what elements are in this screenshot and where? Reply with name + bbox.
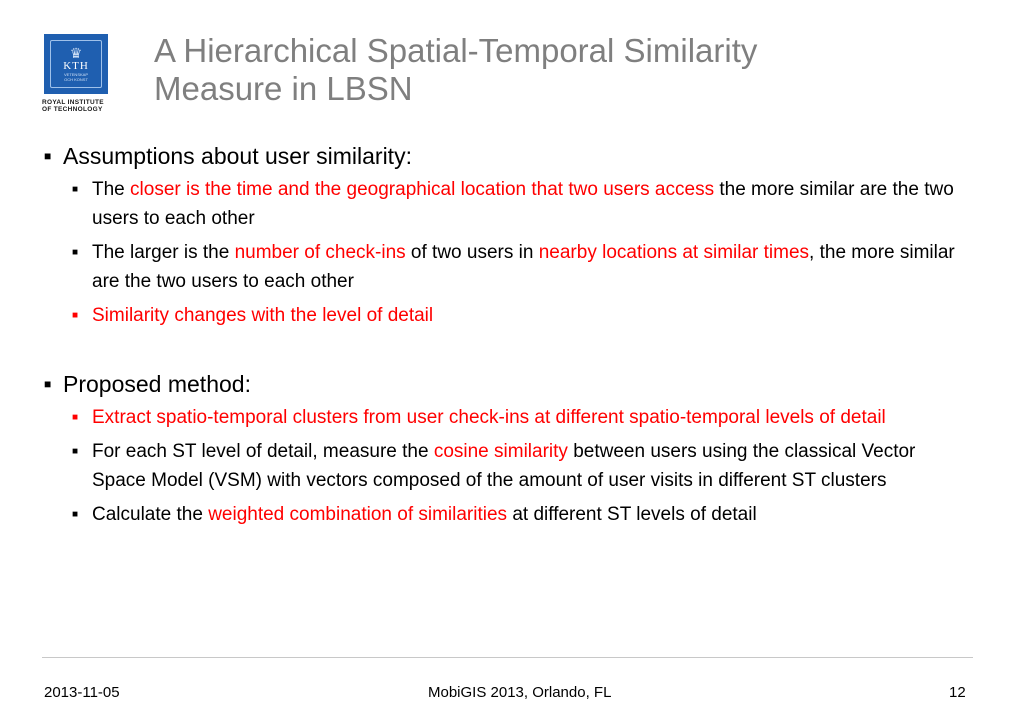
square-bullet-icon: ■: [72, 247, 79, 258]
logo-caption: [42, 99, 111, 113]
square-bullet-icon: ■: [44, 149, 52, 163]
slide-title-line2: Measure in LBSN: [154, 70, 413, 107]
slide-title-line1: A Hierarchical Spatial-Temporal Similarity: [154, 32, 758, 69]
footer-divider: [42, 657, 973, 658]
assumptions-list: [72, 175, 974, 330]
square-bullet-icon: ■: [72, 184, 79, 195]
crown-icon: ♛: [69, 45, 83, 61]
method-item-3: ■ Calculate the weighted combination of similarities at different ST levels of detail: [72, 500, 974, 529]
square-bullet-icon: ■: [44, 377, 52, 391]
page-number: 12: [949, 684, 966, 701]
logo-caption-line1: ROYAL INSTITUTE: [42, 99, 104, 106]
bullet-assumptions: [44, 142, 974, 170]
assumption-item-3: [72, 301, 974, 330]
highlight-text: closer is the time and the geographical location that two users access: [130, 179, 715, 200]
highlight-text: weighted combination of similarities: [208, 504, 508, 525]
highlight-text: nearby locations at similar times: [538, 242, 810, 263]
method-list: [72, 403, 974, 529]
method-item-1: [72, 403, 974, 432]
assumption-item-3-text: Similarity changes with the level of detail: [92, 305, 434, 326]
kth-logo-badge: [44, 34, 108, 94]
highlight-text: number of check-ins: [234, 242, 406, 263]
highlight-text: cosine similarity: [433, 441, 568, 462]
assumption-item-1: ■ The closer is the time and the geographical location that two users access the more similar are the two users to each other: [72, 175, 974, 233]
footer-date: 2013-11-05: [44, 684, 120, 701]
slide-title: [154, 32, 954, 108]
assumptions-heading: Assumptions about user similarity:: [63, 143, 412, 169]
square-bullet-icon: ■: [72, 412, 79, 423]
bullet-proposed-method: [44, 370, 974, 398]
logo-sub-text-1: VETENSKAP: [63, 72, 88, 77]
method-item-2: ■ For each ST level of detail, measure the cosine similarity between users using the classical Vector Space Model (VSM) with vectors composed of the amount of user visits in different ST clusters: [72, 437, 974, 495]
footer-conference: MobiGIS 2013, Orlando, FL: [428, 684, 612, 701]
logo-sub-text-2: OCH KONST: [64, 77, 88, 82]
assumption-item-2: ■ The larger is the number of check-ins of two users in nearby locations at similar times, the more similar are the two users to each other: [72, 238, 974, 296]
square-bullet-icon: ■: [72, 310, 79, 321]
square-bullet-icon: ■: [72, 446, 79, 457]
square-bullet-icon: ■: [72, 509, 79, 520]
slide-body: [44, 136, 974, 529]
logo-caption-line2: OF TECHNOLOGY: [42, 106, 103, 113]
method-item-1-text: Extract spatio-temporal clusters from user check-ins at different spatio-temporal levels of detail: [92, 407, 886, 428]
kth-logo: [42, 34, 111, 113]
logo-kth-text: KTH: [63, 60, 89, 72]
proposed-method-heading: Proposed method:: [63, 371, 251, 397]
